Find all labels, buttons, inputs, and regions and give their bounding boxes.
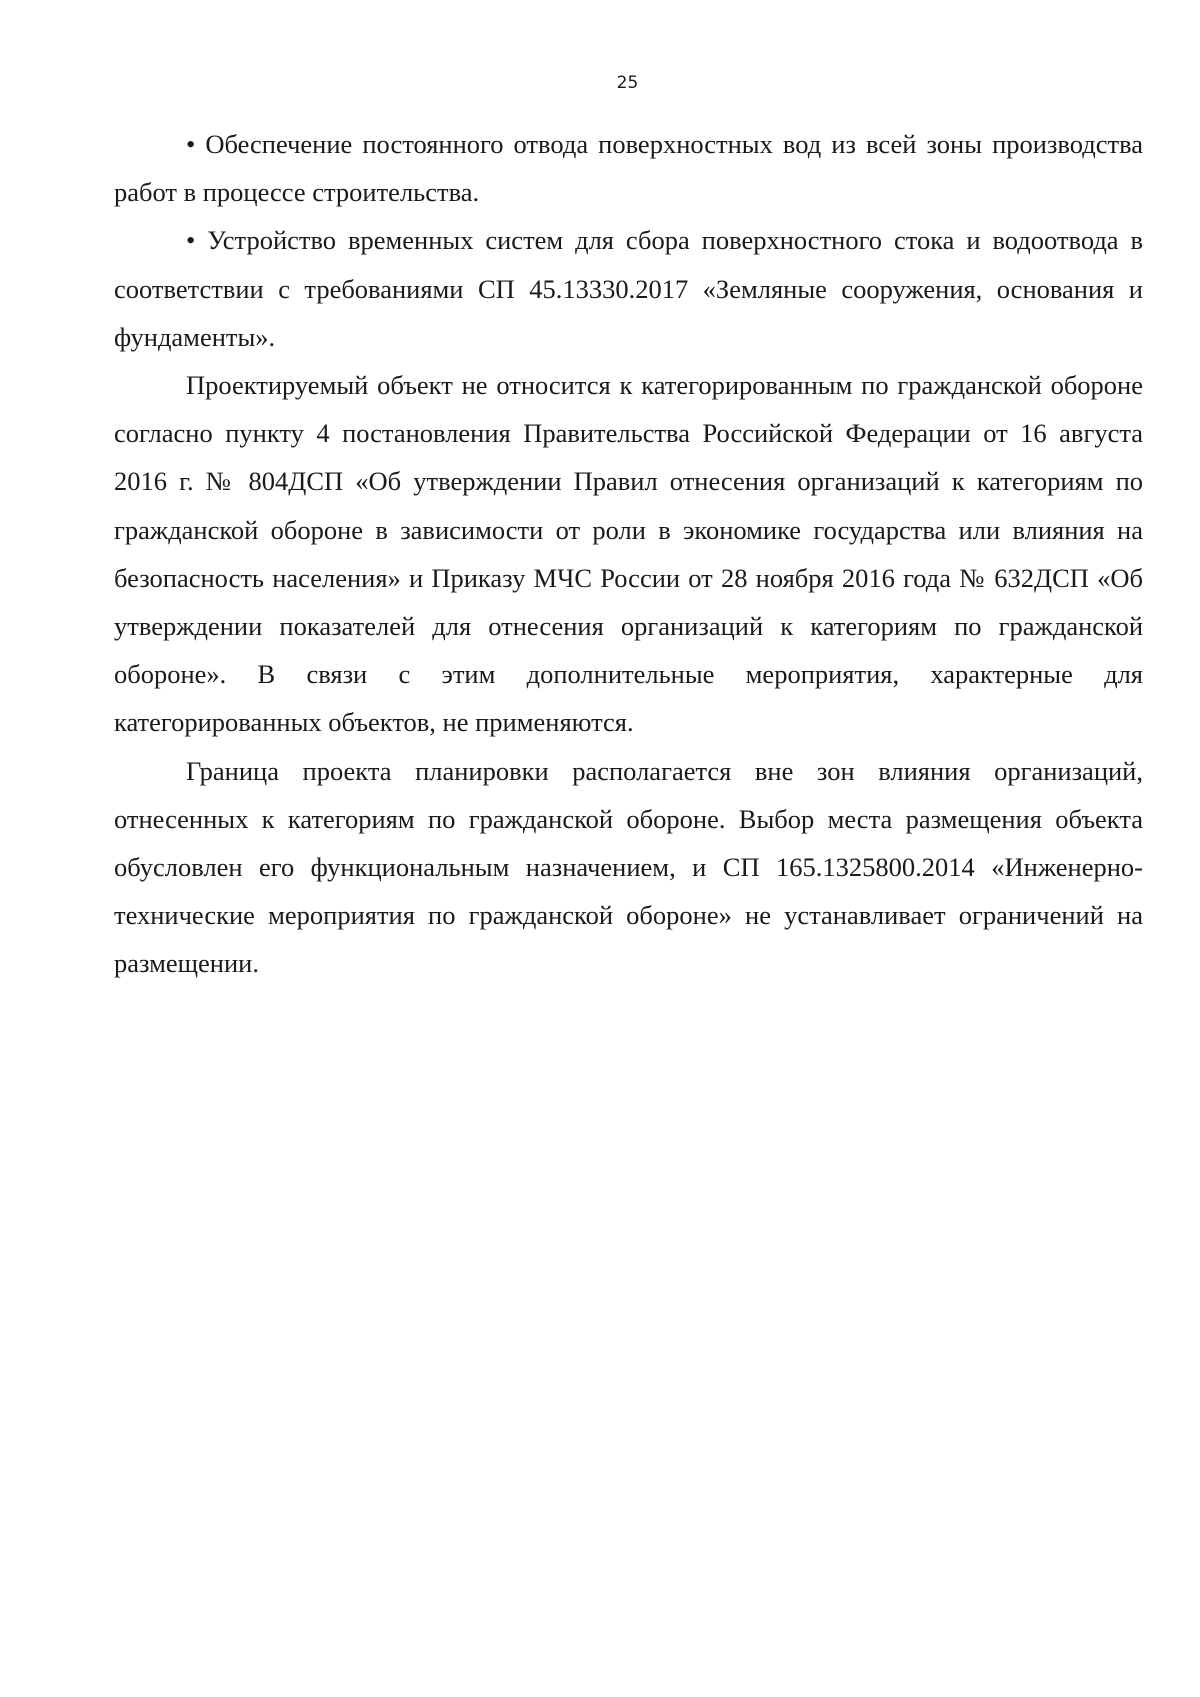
document-body [114, 120, 1143, 988]
page-number: 25 [616, 73, 639, 93]
paragraph-bullet-drainage-systems: • Устройство временных систем для сбора поверхностного стока и водоотвода в соответствии с требованиями СП 45.13330.2017 «Земляные сооружения, основания и фундаменты». [114, 225, 1143, 352]
paragraph-planning-boundary: Граница проекта планировки располагается вне зон влияния организаций, отнесенных к категориям по гражданской обороне. Выбор места размещения объекта обусловлен его функциональным назначением, и СП 165.1325800.2014 «Инженерно-технические мероприятия по гражданской обороне» не устанавливает ограничений на размещении. [114, 755, 1143, 979]
paragraph-bullet-surface-water: • Обеспечение постоянного отвода поверхностных вод из всей зоны производства работ в процессе строительства. [114, 129, 1143, 208]
paragraph-civil-defense-category: Проектируемый объект не относится к категорированным по гражданской обороне согласно пункту 4 постановления Правительства Российской Федерации от 16 августа 2016 г. № 804ДСП «Об утверждении Правил отнесения организаций к категориям по гражданской обороне в зависимости от роли в экономике государства или влияния на безопасность населения» и Приказу МЧС России от 28 ноября 2016 года № 632ДСП «Об утверждении показателей для отнесения организаций к категориям по гражданской обороне». В связи с этим дополнительные мероприятия, характерные для категорированных объектов, не применяются. [114, 370, 1143, 738]
